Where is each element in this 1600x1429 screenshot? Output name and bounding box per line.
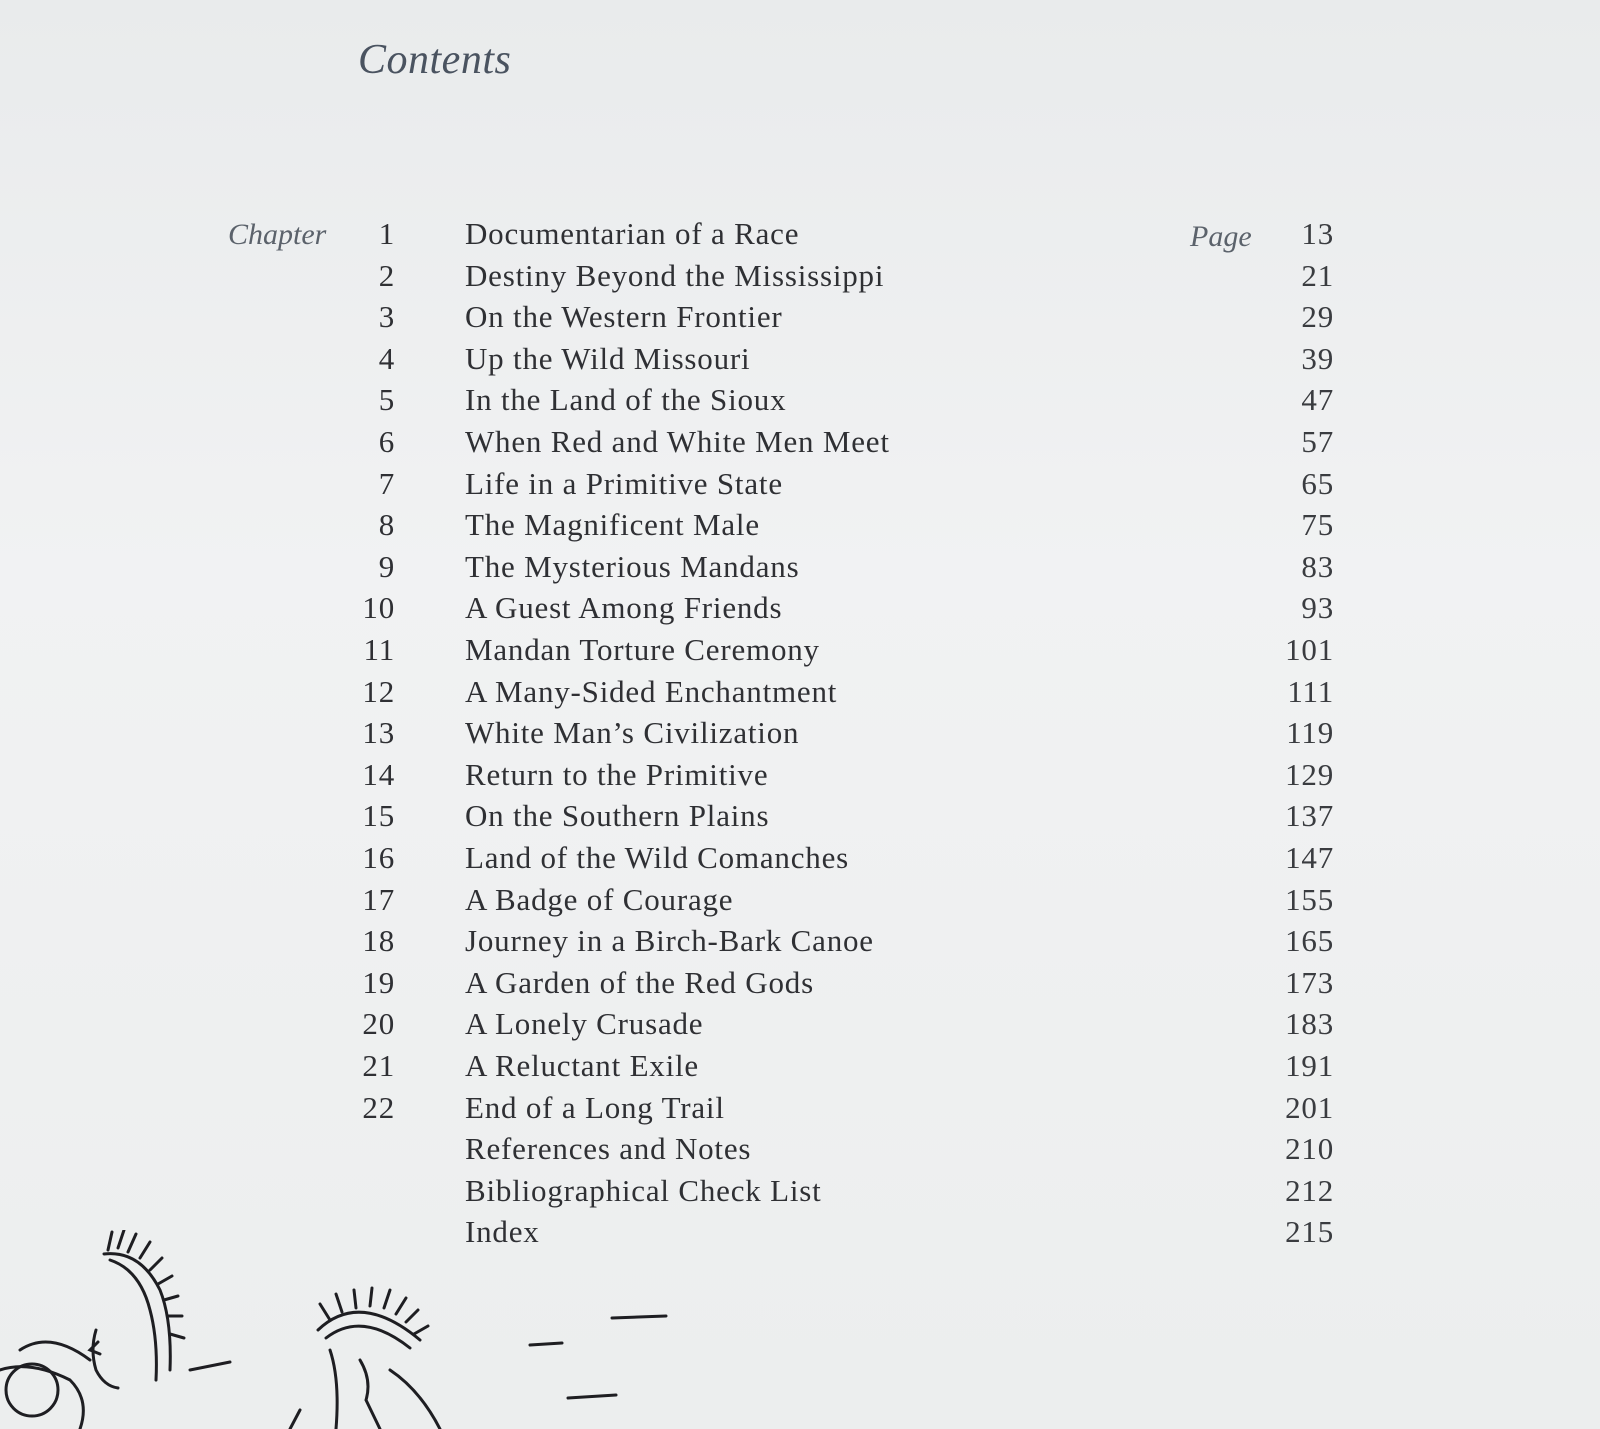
- chapter-title: Index: [465, 1214, 540, 1250]
- chapter-number: 12: [362, 673, 395, 709]
- chapter-number: 10: [362, 590, 395, 626]
- toc-row: [0, 549, 1600, 591]
- page-number: 93: [1301, 590, 1334, 626]
- page-number: 101: [1285, 632, 1334, 667]
- chapter-number: 16: [362, 840, 395, 875]
- page-column-label: Page: [1190, 220, 1252, 253]
- chapter-number: 18: [362, 923, 395, 959]
- chapter-column-label: Chapter: [228, 218, 327, 251]
- chapter-title: A Guest Among Friends: [465, 590, 783, 626]
- chapter-title: Bibliographical Check List: [465, 1172, 822, 1208]
- page-number: 111: [1287, 673, 1334, 709]
- chapter-number: 6: [378, 424, 395, 459]
- headdress-illustration-icon: [0, 1230, 720, 1429]
- chapter-number: 11: [363, 632, 395, 667]
- chapter-title: End of a Long Trail: [465, 1089, 725, 1125]
- page-number: 83: [1301, 548, 1334, 584]
- page-number: 183: [1285, 1006, 1334, 1042]
- chapter-title: Up the Wild Missouri: [465, 340, 751, 376]
- chapter-title: A Badge of Courage: [465, 881, 734, 917]
- chapter-title: A Lonely Crusade: [465, 1006, 704, 1042]
- page-number: 29: [1301, 299, 1334, 335]
- chapter-number: 14: [362, 756, 395, 792]
- toc-row: [0, 590, 1600, 632]
- chapter-title: The Mysterious Mandans: [465, 548, 800, 584]
- chapter-number: 13: [362, 715, 395, 751]
- page-number: 13: [1301, 216, 1334, 251]
- toc-row: [0, 1173, 1600, 1215]
- page-number: 147: [1285, 840, 1334, 875]
- chapter-title: Mandan Torture Ceremony: [465, 632, 820, 667]
- toc-row: [0, 466, 1600, 508]
- page-title: Contents: [358, 37, 512, 83]
- toc-row: [0, 1131, 1600, 1173]
- toc-row: [0, 299, 1600, 341]
- chapter-number: 20: [362, 1006, 395, 1042]
- page-number: 47: [1301, 382, 1334, 418]
- chapter-number: 1: [378, 216, 395, 251]
- toc-row: [0, 258, 1600, 300]
- chapter-title: A Many-Sided Enchantment: [465, 673, 838, 709]
- chapter-title: Return to the Primitive: [465, 756, 769, 792]
- chapter-title: References and Notes: [465, 1131, 752, 1167]
- chapter-title: A Garden of the Red Gods: [465, 964, 814, 1000]
- chapter-number: 3: [378, 299, 395, 335]
- toc-row: [0, 632, 1600, 674]
- chapter-title: When Red and White Men Meet: [465, 424, 890, 459]
- toc-row: [0, 757, 1600, 799]
- toc-row: [0, 382, 1600, 424]
- chapter-title: Land of the Wild Comanches: [465, 840, 850, 875]
- page-number: 39: [1301, 340, 1334, 376]
- chapter-number: 17: [362, 881, 395, 917]
- page-number: 165: [1285, 923, 1334, 959]
- page-number: 129: [1285, 756, 1334, 792]
- page-number: 155: [1285, 881, 1334, 917]
- page-number: 75: [1301, 507, 1334, 543]
- toc-row: [0, 1048, 1600, 1090]
- page-number: 215: [1285, 1214, 1334, 1250]
- chapter-title: Documentarian of a Race: [465, 216, 800, 251]
- chapter-number: 8: [378, 507, 395, 543]
- chapter-number: 5: [378, 382, 395, 418]
- chapter-title: Life in a Primitive State: [465, 465, 783, 501]
- chapter-number: 2: [378, 257, 395, 293]
- chapter-number: 19: [362, 964, 395, 1000]
- chapter-title: White Man’s Civilization: [465, 715, 800, 751]
- page-number: 21: [1301, 257, 1334, 293]
- page-number: 191: [1285, 1048, 1334, 1083]
- page-number: 119: [1286, 715, 1334, 751]
- toc-row: [0, 798, 1600, 840]
- chapter-title: The Magnificent Male: [465, 507, 760, 543]
- page-number: 57: [1301, 424, 1334, 459]
- page-number: 201: [1285, 1089, 1334, 1125]
- toc-row: [0, 840, 1600, 882]
- page-number: 137: [1285, 798, 1334, 834]
- toc-row: [0, 507, 1600, 549]
- toc-row: [0, 923, 1600, 965]
- toc-row: [0, 1090, 1600, 1132]
- chapter-number: 4: [378, 340, 395, 376]
- toc-row: [0, 1006, 1600, 1048]
- chapter-number: 7: [378, 465, 395, 501]
- chapter-title: A Reluctant Exile: [465, 1048, 699, 1083]
- toc-row: [0, 715, 1600, 757]
- toc-row: [0, 216, 1600, 258]
- chapter-title: On the Southern Plains: [465, 798, 770, 834]
- chapter-title: Destiny Beyond the Mississippi: [465, 257, 885, 293]
- toc-row: [0, 341, 1600, 383]
- chapter-number: 21: [362, 1048, 395, 1083]
- chapter-title: On the Western Frontier: [465, 299, 783, 335]
- page-number: 173: [1285, 964, 1334, 1000]
- toc-row: [0, 674, 1600, 716]
- page-number: 210: [1285, 1131, 1334, 1167]
- toc-row: [0, 424, 1600, 466]
- toc-row: [0, 882, 1600, 924]
- chapter-number: 22: [362, 1089, 395, 1125]
- chapter-number: 9: [378, 548, 395, 584]
- chapter-title: Journey in a Birch-Bark Canoe: [465, 923, 874, 959]
- chapter-title: In the Land of the Sioux: [465, 382, 787, 418]
- chapter-number: 15: [362, 798, 395, 834]
- toc-row: [0, 965, 1600, 1007]
- page-number: 65: [1301, 465, 1334, 501]
- page-number: 212: [1285, 1172, 1334, 1208]
